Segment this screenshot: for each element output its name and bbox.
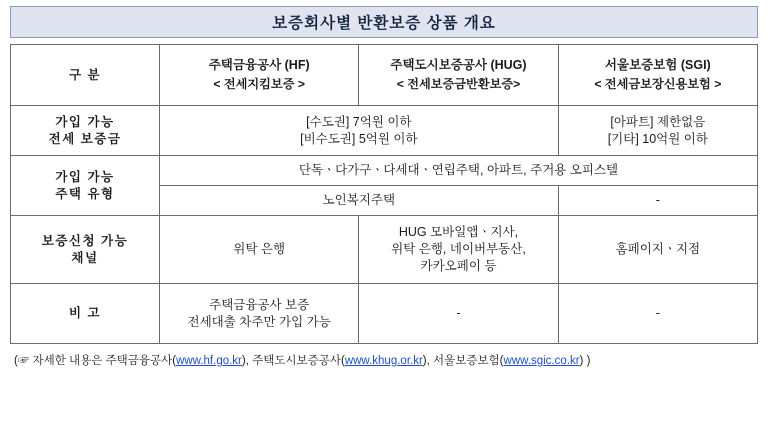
footer-mid-2: ), 서울보증보험( [422,355,504,367]
table-header-row [11,45,758,106]
cell-house-type-senior: 노인복지주택 [160,186,559,216]
link-sgic[interactable]: www.sgic.co.kr [503,355,580,367]
row-label-remarks: 비 고 [11,284,160,344]
header-hf-product: < 전세지킴보증 > [213,77,305,92]
cell-channel-hug [359,216,558,284]
table-head [11,45,758,106]
footer-prefix: (☞ 자세한 내용은 주택금융공사( [14,355,177,367]
header-cell-hug [359,45,558,106]
header-cell-hf [160,45,359,106]
cell-line: [기타] 10억원 이하 [607,131,708,146]
cell-line: 전세대출 차주만 가입 가능 [187,314,331,329]
header-cell-division: 구 분 [11,45,160,106]
cell-line: [수도권] 7억원 이하 [306,114,412,129]
header-sgi-name: 서울보증보험 (SGI) [604,58,711,73]
row-label-channel [11,216,160,284]
row-label-line-2: 주택 유형 [55,186,115,201]
link-khug[interactable]: www.khug.or.kr [344,355,423,367]
cell-line: 주택금융공사 보증 [209,297,310,312]
cell-channel-hf: 위탁 은행 [160,216,359,284]
footer-suffix: ) ) [579,355,591,367]
link-hf[interactable]: www.hf.go.kr [176,355,242,367]
document-title-bar [10,6,758,38]
row-label-line-1: 보증신청 가능 [41,233,129,248]
row-label-line-1: 가입 가능 [55,169,115,184]
table-row [11,106,758,156]
footer-note [10,353,758,369]
cell-remarks-hug: - [359,284,558,344]
table-row [11,216,758,284]
table-row [11,284,758,344]
row-label-line-2: 전세 보증금 [48,131,122,146]
cell-line: 카카오페이 등 [420,258,497,273]
table-body [11,106,758,344]
cell-line: [비수도권] 5억원 이하 [300,131,418,146]
footer-mid-1: ), 주택도시보증공사( [241,355,345,367]
row-label-house-type [11,156,160,216]
page-title: 보증회사별 반환보증 상품 개요 [272,15,496,32]
cell-line: HUG 모바일앱ㆍ지사, [398,225,519,240]
table-row [11,156,758,186]
cell-remarks-sgi: - [558,284,757,344]
header-sgi-product: < 전세금보장신용보험 > [594,77,722,92]
cell-line: 위탁 은행, 네이버부동산, [391,242,526,257]
header-hf-name: 주택금융공사 (HF) [208,58,310,73]
header-hug-product: < 전세보증금반환보증> [396,77,521,92]
cell-channel-sgi: 홈페이지ㆍ지점 [558,216,757,284]
header-cell-sgi [558,45,757,106]
cell-house-type-all: 단독ㆍ다가구ㆍ다세대ㆍ연립주택, 아파트, 주거용 오피스텔 [160,156,758,186]
cell-line: [아파트] 제한없음 [610,114,706,129]
cell-deposit-hf-hug [160,106,559,156]
row-label-deposit-limit [11,106,160,156]
cell-remarks-hf [160,284,359,344]
header-hug-name: 주택도시보증공사 (HUG) [390,58,527,73]
cell-deposit-sgi [558,106,757,156]
comparison-table [10,44,758,344]
cell-house-type-senior-sgi: - [558,186,757,216]
row-label-line-1: 가입 가능 [55,114,115,129]
row-label-line-2: 채널 [71,250,99,265]
